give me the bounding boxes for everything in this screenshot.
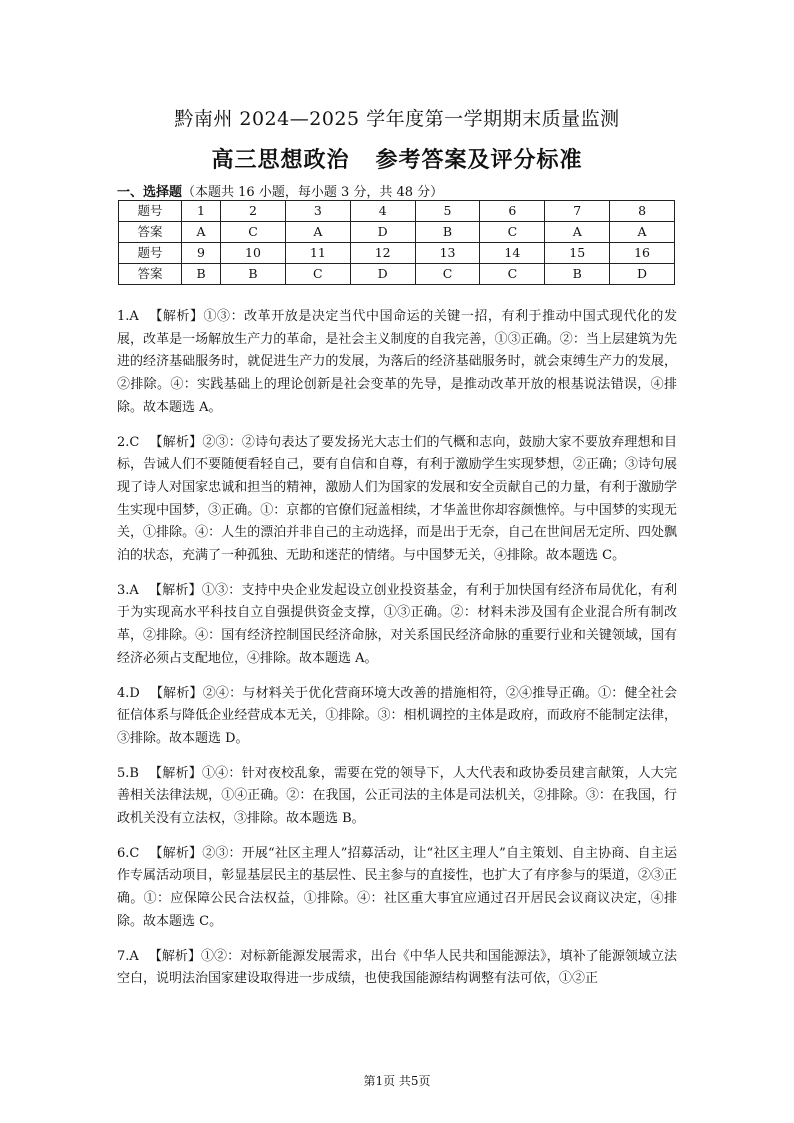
question-number-cell: 10 xyxy=(221,243,286,264)
analysis-tag: 【解析】 xyxy=(148,765,202,781)
analysis-tag: 【解析】 xyxy=(149,845,203,861)
row-label: 答案 xyxy=(119,264,182,285)
answer-cell: A xyxy=(182,222,221,243)
section-name: 一、选择题 xyxy=(117,185,183,200)
answer-number: 5.B xyxy=(117,765,139,781)
explanation-paragraph xyxy=(117,763,677,831)
row-label: 答案 xyxy=(119,222,182,243)
answer-cell: B xyxy=(221,264,286,285)
question-number-cell: 15 xyxy=(545,243,610,264)
answer-table-row xyxy=(119,264,675,285)
explanation-paragraph xyxy=(117,580,677,671)
answer-cell: A xyxy=(610,222,675,243)
explanation-paragraph xyxy=(117,843,677,934)
explanation-paragraph xyxy=(117,946,677,991)
analysis-tag: 【解析】 xyxy=(149,685,203,701)
question-number-cell: 16 xyxy=(610,243,675,264)
answer-number: 4.D xyxy=(117,685,140,701)
answer-cell: C xyxy=(415,264,480,285)
answer-table-row xyxy=(119,243,675,264)
explanation-paragraph xyxy=(117,432,677,568)
row-label: 题号 xyxy=(119,243,182,264)
explanation-text: ①③：支持中央企业发起设立创业投资基金，有利于加快国有经济布局优化，有利于为实现高水平科技自立自强提供资金支撑，①③正确。②：材料未涉及国有企业混合所有制改革，②排除。④：国有经济控制国民经济命脉，对关系国民经济命脉的重要行业和关键领域，国有经济必须占支配地位，④排除。故本题选 A。 xyxy=(117,582,677,666)
analysis-tag: 【解析】 xyxy=(149,434,203,450)
question-number-cell: 4 xyxy=(350,201,415,222)
explanation-text: ①③：改革开放是决定当代中国命运的关键一招，有利于推动中国式现代化的发展，改革是一场解放生产力的革命，是社会主义制度的自我完善，①③正确。②：当上层建筑为先进的经济基础服务时，就促进生产力的发展，为落后的经济基础服务时，就会束缚生产力的发展，②排除。④：实践基础上的理论创新是社会变革的先导，是推动改革开放的根基说法错误，④排除。故本题选 A。 xyxy=(117,309,677,415)
page-footer: 第1页 共5页 xyxy=(363,1074,431,1088)
answer-cell: B xyxy=(182,264,221,285)
subject-name: 高三思想政治 xyxy=(211,147,350,173)
answer-number: 6.C xyxy=(117,845,140,861)
answer-cell: C xyxy=(285,264,350,285)
explanation-text: ①④：针对夜校乱象，需要在党的领导下，人大代表和政协委员建言献策，人大完善相关法律法规，①④正确。②：在我国，公正司法的主体是司法机关，②排除。③：在我国，行政机关没有立法权，③排除。故本题选 B。 xyxy=(117,765,677,827)
question-number-cell: 7 xyxy=(545,201,610,222)
answer-cell: D xyxy=(350,264,415,285)
answer-cell: B xyxy=(415,222,480,243)
explanation-text: ①②：对标新能源发展需求，出台《中华人民共和国能源法》，填补了能源领域立法空白，说明法治国家建设取得进一步成绩，也使我国能源结构调整有法可依，①②正 xyxy=(117,948,677,987)
question-number-cell: 11 xyxy=(285,243,350,264)
question-number-cell: 13 xyxy=(415,243,480,264)
answer-cell: A xyxy=(545,222,610,243)
question-number-cell: 5 xyxy=(415,201,480,222)
explanation-paragraph xyxy=(117,683,677,751)
answer-key-subtitle: 参考答案及评分标准 xyxy=(375,147,583,173)
answer-table-row xyxy=(119,222,675,243)
question-number-cell: 2 xyxy=(221,201,286,222)
explanation-text: ②③：②诗句表达了要发扬光大志士们的气概和志向，鼓励大家不要放弃理想和目标，告诫人们不要随便看轻自己，要有自信和自尊，有利于激励学生实现梦想，②正确；③诗句展现了诗人对国家忠诚和担当的精神，激励人们为国家的发展和安全贡献自己的力量，有利于激励学生实现中国梦，③正确。①：京都的官僚们冠盖相续，才华盖世你却容颜憔悴。与中国梦的实现无关，①排除。④：人生的漂泊并非自己的主动选择，而是出于无奈，自己在世间居无定所、四处飘泊的状态，充满了一种孤独、无助和迷茫的情绪。与中国梦无关，④排除。故本题选 C。 xyxy=(117,434,677,564)
question-number-cell: 3 xyxy=(285,201,350,222)
exam-title: 黔南州 2024—2025 学年度第一学期期末质量监测 xyxy=(174,108,620,130)
analysis-tag: 【解析】 xyxy=(148,309,204,324)
row-label: 题号 xyxy=(119,201,182,222)
question-number-cell: 12 xyxy=(350,243,415,264)
answer-cell: D xyxy=(350,222,415,243)
question-number-cell: 6 xyxy=(480,201,545,222)
answer-number: 2.C xyxy=(117,434,140,450)
question-number-cell: 14 xyxy=(480,243,545,264)
answer-table xyxy=(118,200,675,285)
section-note: （本题共 16 小题，每小题 3 分，共 48 分） xyxy=(182,185,444,200)
question-number-cell: 8 xyxy=(610,201,675,222)
answer-number: 3.A xyxy=(117,582,139,598)
answer-cell: C xyxy=(480,222,545,243)
analysis-tag: 【解析】 xyxy=(148,582,202,598)
answer-cell: C xyxy=(221,222,286,243)
answer-table-row xyxy=(119,201,675,222)
answer-number: 1.A xyxy=(117,309,139,324)
explanation-text: ②③：开展“社区主理人”招募活动，让“社区主理人”自主策划、自主协商、自主运作专属活动项目，彰显基层民主的基层性、民主参与的直接性，也扩大了有序参与的渠道，②③正确。①：应保障公民合法权益，①排除。④：社区重大事宜应通过召开居民会议商议决定，④排除。故本题选 C。 xyxy=(117,845,677,929)
answer-cell: C xyxy=(480,264,545,285)
answer-cell: D xyxy=(610,264,675,285)
explanation-paragraph xyxy=(117,306,677,420)
answer-cell: A xyxy=(285,222,350,243)
answer-key-title xyxy=(0,143,794,174)
question-number-cell: 1 xyxy=(182,201,221,222)
answer-cell: B xyxy=(545,264,610,285)
answer-number: 7.A xyxy=(117,948,139,964)
section-heading xyxy=(117,181,443,200)
question-number-cell: 9 xyxy=(182,243,221,264)
explanations xyxy=(117,306,677,1003)
analysis-tag: 【解析】 xyxy=(148,948,202,964)
explanation-text: ②④：与材料关于优化营商环境大改善的措施相符，②④推导正确。①：健全社会征信体系与降低企业经营成本无关，①排除。③：相机调控的主体是政府，而政府不能制定法律，③排除。故本题选 D。 xyxy=(117,685,677,746)
